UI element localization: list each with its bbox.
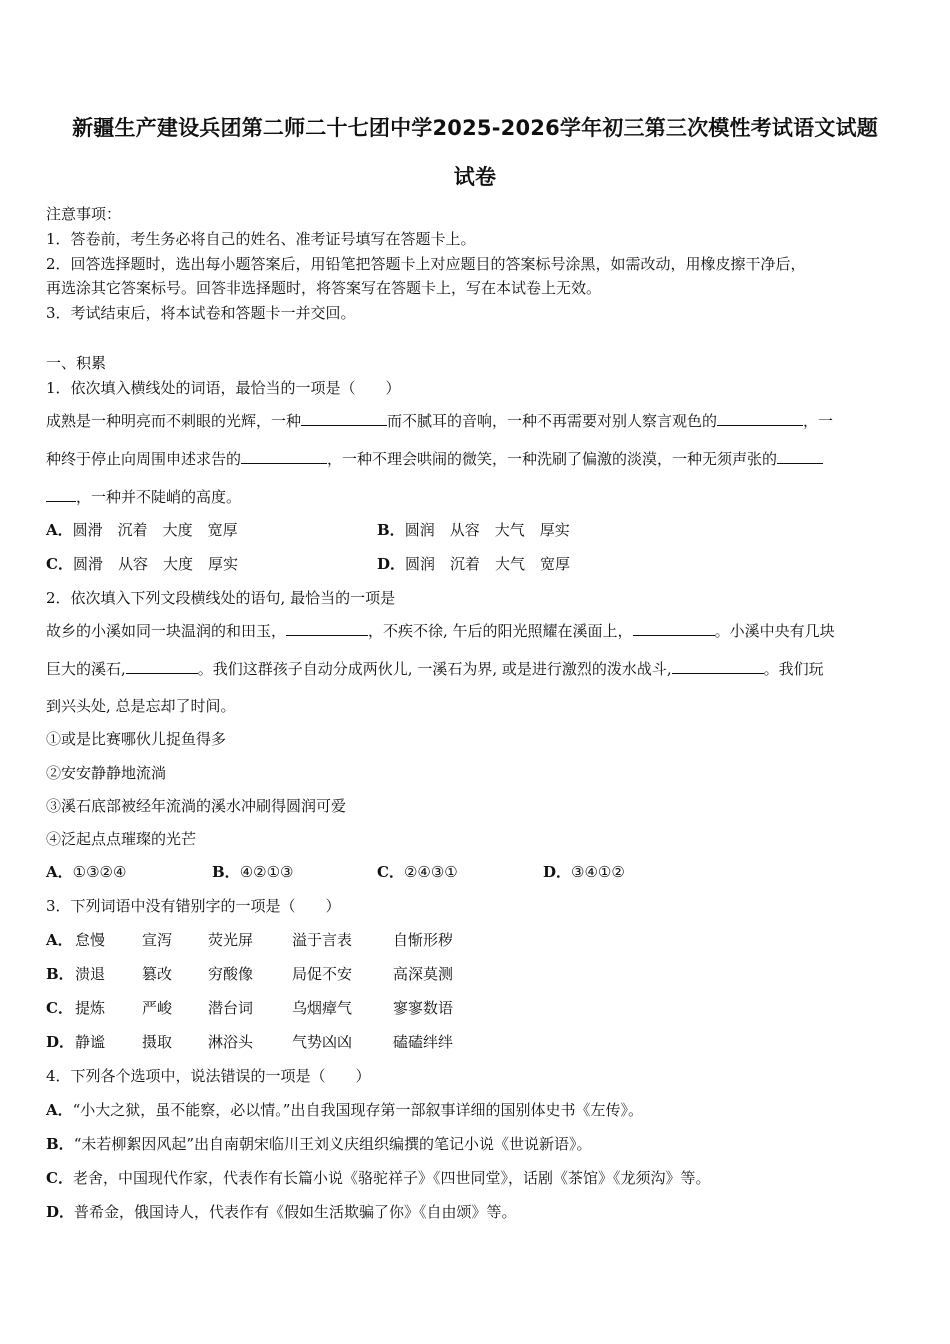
q2-sentence-4: ④泛起点点璀璨的光芒: [46, 830, 197, 848]
blank: [241, 449, 327, 464]
q2-stem: 2．依次填入下列文段横线处的语句, 最恰当的一项是: [46, 589, 396, 607]
blank: [301, 411, 387, 426]
q2-passage-line2: 巨大的溪石, 。我们这群孩子自动分成两伙儿, 一溪石为界, 或是进行激烈的泼水战斗, 。我们玩: [46, 660, 824, 678]
q1-option-c[interactable]: C．圆滑 从容 大度 厚实: [46, 555, 238, 573]
blank: [286, 621, 368, 636]
q2-option-d[interactable]: D．③④①②: [543, 863, 625, 881]
q3-option-a[interactable]: A． 怠慢 宣泻 荧光屏 溢于言表 自惭形秽: [46, 931, 454, 949]
q1-option-b[interactable]: B．圆润 从容 大气 厚实: [377, 521, 570, 539]
notice-item-1: 1．答卷前，考生务必将自己的姓名、准考证号填写在答题卡上。: [46, 230, 476, 248]
q4-option-b[interactable]: B．“未若柳絮因风起”出自南朝宋临川王刘义庆组织编撰的笔记小说《世说新语》。: [46, 1135, 592, 1153]
q2-passage-line1: 故乡的小溪如同一块温润的和田玉， ，不疾不徐, 午后的阳光照耀在溪面上， 。小溪中央有几块: [46, 622, 835, 640]
q4-option-c[interactable]: C．老舍，中国现代作家，代表作有长篇小说《骆驼祥子》《四世同堂》，话剧《茶馆》《龙须沟》等。: [46, 1169, 711, 1187]
blank: [777, 449, 823, 464]
q2-sentence-3: ③溪石底部被经年流淌的溪水冲刷得圆润可爱: [46, 797, 347, 815]
q4-stem: 4．下列各个选项中，说法错误的一项是（ ）: [46, 1067, 371, 1085]
blank: [672, 659, 764, 674]
blank: [633, 621, 715, 636]
q2-sentence-1: ①或是比赛哪伙儿捉鱼得多: [46, 730, 227, 748]
q4-option-a[interactable]: A．“小大之狱，虽不能察，必以情。”出自我国现存第一部叙事详细的国别体史书《左传》。: [46, 1101, 643, 1119]
q3-stem: 3．下列词语中没有错别字的一项是（ ）: [46, 897, 341, 915]
notice-heading: 注意事项：: [46, 205, 122, 223]
q3-option-c[interactable]: C． 提炼 严峻 潜台词 乌烟瘴气 寥寥数语: [46, 999, 454, 1017]
q2-option-b[interactable]: B．④②①③: [212, 863, 294, 881]
q1-option-d[interactable]: D．圆润 沉着 大气 宽厚: [377, 555, 571, 573]
blank: [46, 487, 76, 502]
q1-stem: 1．依次填入横线处的词语，最恰当的一项是（ ）: [46, 379, 401, 397]
q2-passage-line3: 到兴头处, 总是忘却了时间。: [46, 697, 236, 715]
notice-item-2b: 再选涂其它答案标号。回答非选择题时，将答案写在答题卡上，写在本试卷上无效。: [46, 279, 602, 297]
q3-option-b[interactable]: B． 溃退 篡改 穷酸像 局促不安 高深莫测: [46, 965, 454, 983]
notice-item-3: 3．考试结束后，将本试卷和答题卡一并交回。: [46, 304, 356, 322]
q1-option-a[interactable]: A．圆滑 沉着 大度 宽厚: [46, 521, 238, 539]
q1-passage-line2: 种终于停止向周围申述求告的 ，一种不理会哄闹的微笑，一种洗刷了偏激的淡漠，一种无须声张的: [46, 448, 823, 469]
q3-option-d[interactable]: D． 静谧 摄取 淋浴头 气势凶凶 磕磕绊绊: [46, 1033, 454, 1051]
section-heading: 一、积累: [46, 354, 107, 372]
exam-title-line1: 新疆生产建设兵团第二师二十七团中学2025-2026学年初三第三次模性考试语文试题: [72, 116, 878, 140]
exam-title-line2: 试卷: [453, 165, 497, 189]
blank: [717, 411, 803, 426]
q1-passage-line1: 成熟是一种明亮而不刺眼的光辉，一种 而不腻耳的音响，一种不再需要对别人察言观色的 ，一: [46, 412, 834, 430]
q4-option-d[interactable]: D．普希金，俄国诗人，代表作有《假如生活欺骗了你》《自由颂》等。: [46, 1203, 517, 1221]
q1-passage-line3: ，一种并不陡峭的高度。: [46, 486, 241, 507]
q2-option-a[interactable]: A．①③②④: [46, 863, 127, 881]
q2-option-c[interactable]: C．②④③①: [377, 863, 458, 881]
q2-sentence-2: ②安安静静地流淌: [46, 764, 167, 782]
notice-item-2a: 2．回答选择题时，选出每小题答案后，用铅笔把答题卡上对应题目的答案标号涂黑，如需改动，用橡皮擦干净后，: [46, 255, 806, 273]
blank: [126, 659, 198, 674]
